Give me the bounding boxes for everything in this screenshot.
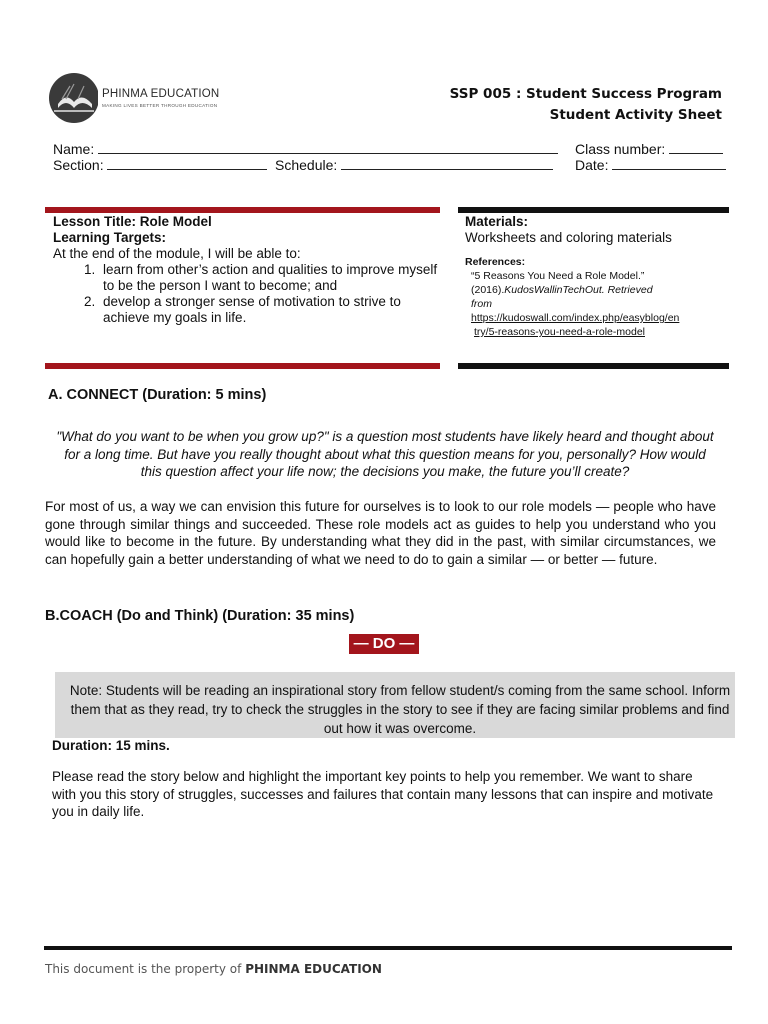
schedule-blank[interactable] xyxy=(341,157,553,170)
sheet-title: Student Activity Sheet xyxy=(549,107,722,123)
schedule-label: Schedule: xyxy=(275,157,338,173)
references xyxy=(465,255,727,339)
materials-heading: Materials: xyxy=(465,214,529,229)
footer-rule xyxy=(44,946,732,950)
logo-tagline: MAKING LIVES BETTER THROUGH EDUCATION xyxy=(102,103,218,108)
lesson-bottom-rule xyxy=(45,363,440,369)
date-blank[interactable] xyxy=(612,157,726,170)
logo-name: PHINMA EDUCATION xyxy=(102,88,220,100)
footer-prefix: This document is the property of xyxy=(45,962,242,976)
teacher-note: Note: Students will be reading an inspirational story from fellow student/s coming from the same school. Inform them that as they read, try to check the struggles in the story to see if they are facing similar problems and find out how it was overcome. xyxy=(69,683,731,736)
learning-target-item: 2. develop a stronger sense of motivation to strive to achieve my goals in life. xyxy=(99,294,438,326)
program-title: SSP 005 : Student Success Program xyxy=(449,86,722,102)
class-number-label: Class number: xyxy=(575,141,666,157)
learning-targets-list xyxy=(53,262,438,326)
section-field[interactable] xyxy=(53,157,267,173)
activity-duration: Duration: 15 mins. xyxy=(52,738,170,753)
lesson-title: Lesson Title: Role Model xyxy=(53,214,212,229)
schedule-field[interactable] xyxy=(275,157,553,173)
footer-owner: PHINMA EDUCATION xyxy=(245,962,382,976)
reference-link-line-2[interactable]: try/5-reasons-you-need-a-role-model xyxy=(474,326,645,338)
class-number-blank[interactable] xyxy=(669,141,723,154)
reading-instructions: Please read the story below and highlight the important key points to help you remember. We want to share with you this story of struggles, successes and failures that contain many lessons that can inspire and motivate you in daily life. xyxy=(52,769,714,819)
materials-panel xyxy=(465,214,727,339)
reference-source: KudosWallinTechOut. Retrieved xyxy=(504,284,653,296)
class-number-field[interactable] xyxy=(575,141,723,157)
learning-targets-heading: Learning Targets: xyxy=(53,230,167,245)
learning-target-item: 1. learn from other’s action and qualities to improve myself to be the person I want to become; and xyxy=(99,262,438,294)
reference-year: (2016). xyxy=(471,284,505,296)
coach-heading: B.COACH (Do and Think) (Duration: 35 mins) xyxy=(45,608,355,624)
lesson-panel xyxy=(53,214,438,326)
connect-quote: "What do you want to be when you grow up?" is a question most students have likely heard and thought about for a long time. But have you really thought about what this question means for you, personally? How would this question affect your life now; the decisions you make, the future you’ll create? xyxy=(56,429,714,479)
open-book-logo-icon xyxy=(48,72,98,124)
reference-title: “5 Reasons You Need a Role Model.” xyxy=(471,270,645,282)
section-label: Section: xyxy=(53,157,104,173)
phinma-logo xyxy=(44,70,220,128)
footer xyxy=(45,962,382,976)
lesson-intro: At the end of the module, I will be able to: xyxy=(53,246,301,261)
document-header xyxy=(450,84,722,126)
materials-top-rule xyxy=(458,207,729,213)
lesson-top-rule xyxy=(45,207,440,213)
section-blank[interactable] xyxy=(107,157,267,170)
reference-link-line-1[interactable]: https://kudoswall.com/index.php/easyblog/en xyxy=(471,312,680,324)
reference-from: from xyxy=(471,298,492,310)
connect-paragraph: For most of us, a way we can envision this future for ourselves is to look to our role models — people who have gone through similar things and succeeded. These role models act as guides to help you understand who you would like to become in the future. By understanding what they did in the past, with similar circumstances, we can hopefully gain a better understanding of what we need to do to gain a similar — or better — future. xyxy=(45,499,716,567)
connect-heading: A. CONNECT (Duration: 5 mins) xyxy=(48,387,267,403)
name-label: Name: xyxy=(53,141,95,157)
materials-bottom-rule xyxy=(458,363,729,369)
date-field[interactable] xyxy=(575,157,726,173)
date-label: Date: xyxy=(575,157,609,173)
do-badge: — DO — xyxy=(349,634,419,654)
materials-text: Worksheets and coloring materials xyxy=(465,230,672,245)
references-heading: References: xyxy=(465,256,526,268)
name-field[interactable] xyxy=(53,141,558,157)
teacher-note-box xyxy=(55,672,735,738)
name-blank[interactable] xyxy=(98,141,558,154)
